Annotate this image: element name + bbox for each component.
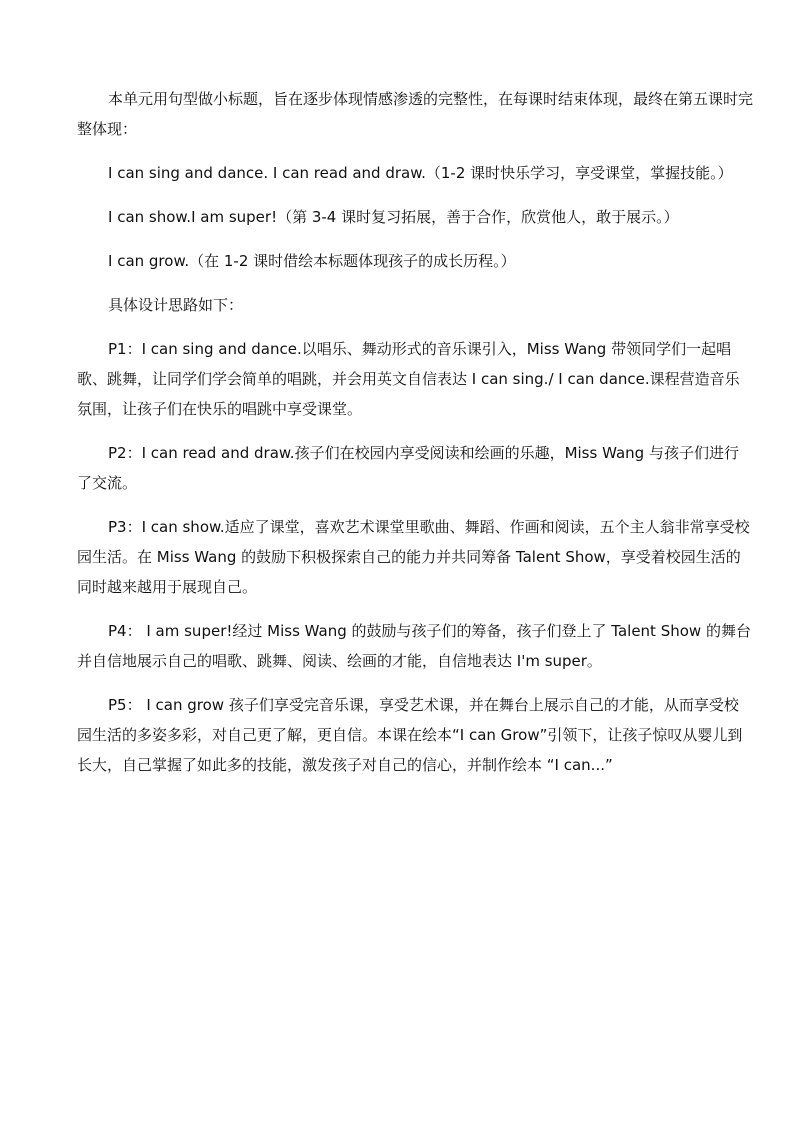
part-p2: P2：I can read and draw.孩子们在校园内享受阅读和绘画的乐趣，Miss Wang 与孩子们进行了交流。: [77, 444, 739, 492]
intro-paragraph: 本单元用句型做小标题，旨在逐步体现情感渗透的完整性，在每课时结束体现，最终在第五课时完整体现：: [77, 90, 754, 138]
sentence-pattern-grow: I can grow.（在 1-2 课时借绘本标题体现孩子的成长历程。）: [108, 252, 516, 270]
document-body: [77, 84, 753, 794]
sentence-pattern-lesson-3-4: I can show.I am super!（第 3-4 课时复习拓展，善于合作，欣赏他人，敢于展示。）: [108, 208, 679, 226]
part-p5: P5： I can grow 孩子们享受完音乐课，享受艺术课，并在舞台上展示自己的才能，从而享受校园生活的多姿多彩，对自己更了解，更自信。本课在绘本“I can Grow”引领下，让孩子惊叹从婴儿到长大，自己掌握了如此多的技能，激发孩子对自己的信心，并制作绘本 “I can...”: [77, 696, 743, 774]
part-p4: P4： I am super!经过 Miss Wang 的鼓励与孩子们的筹备，孩子们登上了 Talent Show 的舞台并自信地展示自己的唱歌、跳舞、阅读、绘画的才能，自信地表达 I'm super。: [77, 622, 751, 670]
design-intro: 具体设计思路如下：: [108, 296, 244, 314]
sentence-pattern-lesson-1-2: I can sing and dance. I can read and draw.（1-2 课时快乐学习，享受课堂，掌握技能。）: [108, 164, 733, 182]
part-p1: P1：I can sing and dance.以唱乐、舞动形式的音乐课引入，Miss Wang 带领同学们一起唱歌、跳舞，让同学们学会简单的唱跳，并会用英文自信表达 I can sing./ I can dance.课程营造音乐氛围，让孩子们在快乐的唱跳中享受课堂。: [77, 340, 740, 418]
part-p3: P3：I can show.适应了课堂，喜欢艺术课堂里歌曲、舞蹈、作画和阅读，五个主人翁非常享受校园生活。在 Miss Wang 的鼓励下积极探索自己的能力并共同筹备 Talent Show，享受着校园生活的同时越来越用于展现自己。: [77, 518, 750, 596]
